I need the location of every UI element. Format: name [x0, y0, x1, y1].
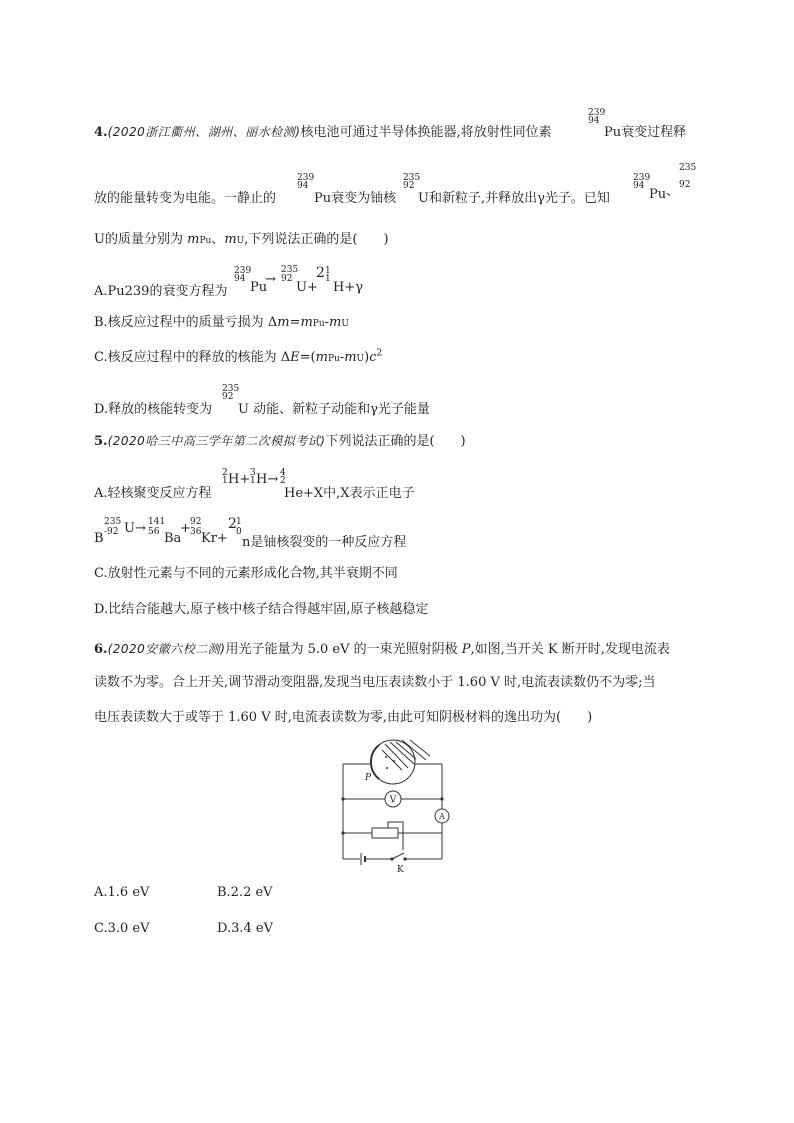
q6-option-d[interactable]: D.3.4 eV: [217, 921, 273, 936]
q5-option-d[interactable]: D.比结合能越大,原子核中核子结合得越牢固,原子核越稳定: [94, 602, 429, 617]
switch-blade: [392, 853, 404, 859]
rheostat: [372, 828, 398, 838]
voltmeter-label: V: [389, 795, 397, 806]
cathode-label: P: [365, 773, 372, 783]
circuit-diagram: [330, 738, 460, 878]
switch-label: K: [397, 865, 404, 875]
q4-line-2: 放的能量转变为电能。一静止的: [94, 191, 277, 206]
q6-source: (2020安徽六校二测): [107, 642, 226, 656]
q6-option-b[interactable]: B.2.2 eV: [217, 885, 273, 900]
q6-option-c[interactable]: C.3.0 eV: [94, 921, 150, 936]
q5-source: (2020哈三中高三学年第二次模拟考试): [107, 434, 326, 448]
q5-option-c[interactable]: C.放射性元素与不同的元素形成化合物,其半衰期不同: [94, 566, 398, 581]
q4-option-c[interactable]: C.核反应过程中的释放的核能为 $\Delta E=(mPu-mU)c^2$: [94, 348, 383, 365]
q4-source: (2020浙江衢州、湖州、丽水检测): [107, 125, 301, 139]
q6-line-2: 读数不为零。合上开关,调节滑动变阻器,发现当电压表读数小于 1.60 V 时,电流表读数仍不为零;当: [94, 675, 656, 690]
q5-stem: 5.(2020哈三中高三学年第二次模拟考试)下列说法正确的是( ): [94, 434, 466, 449]
q6-line-1: 6.(2020安徽六校二测)用光子能量为 5.0 eV 的一束光照射阴极 P,如图,当开关 K 断开时,发现电流表: [94, 642, 670, 657]
q4-option-b[interactable]: B.核反应过程中的质量亏损为 Δm=mPu-mU: [94, 315, 349, 330]
q4-line-3: U的质量分别为 mPu、mU,下列说法正确的是( ): [94, 232, 389, 247]
q6-option-a[interactable]: A.1.6 eV: [94, 885, 150, 900]
q4-option-a[interactable]: A.Pu239的衰变方程为: [94, 284, 228, 299]
q6-line-3: 电压表读数大于或等于 1.60 V 时,电流表读数为零,由此可知阴极材料的逸出功为( ): [94, 710, 593, 725]
q4-line-1: 4.(2020浙江衢州、湖州、丽水检测)核电池可通过半导体换能器,将放射性同位素: [94, 125, 552, 140]
q4-option-d[interactable]: D.释放的核能转变为: [94, 402, 213, 417]
q5-option-a[interactable]: A.轻核聚变反应方程: [94, 486, 212, 501]
q5-option-b[interactable]: B: [94, 531, 104, 546]
ammeter-label: A: [439, 812, 445, 821]
